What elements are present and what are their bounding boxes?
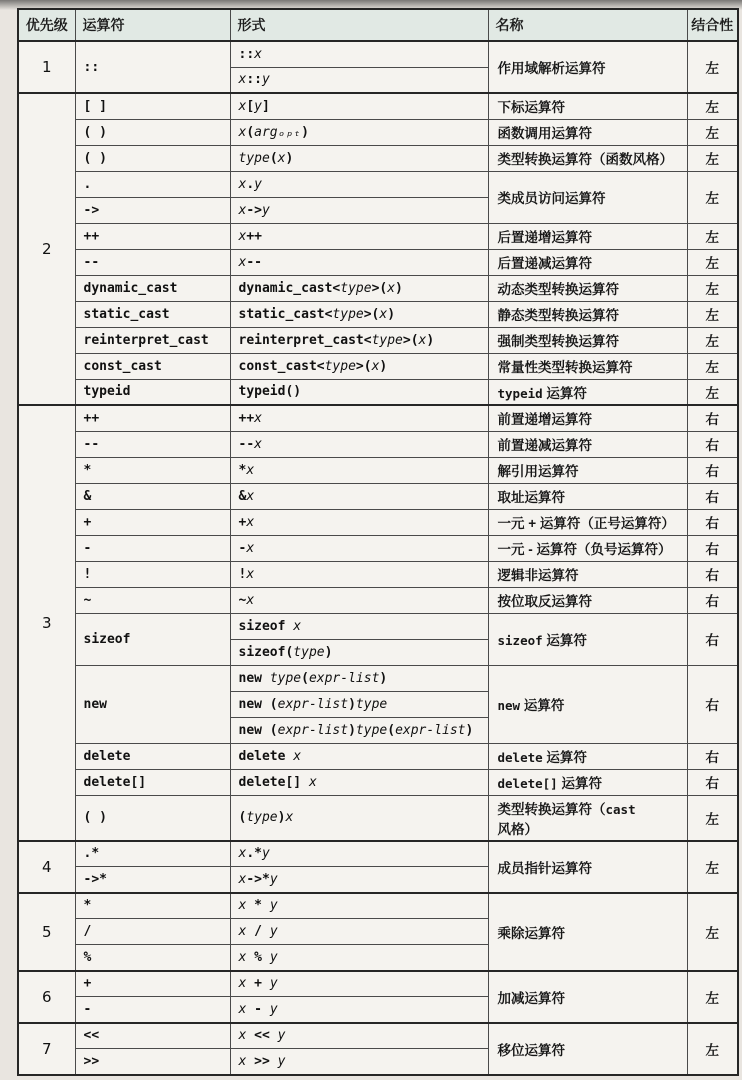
form-cell: x << y [230,1023,488,1049]
table-row [18,587,738,613]
form-variable: y [269,871,278,887]
name-code: typeid [497,385,543,401]
form-variable: x [246,592,255,608]
associativity-cell: 右 [687,613,738,665]
associativity-cell: 左 [687,301,738,327]
form-variable: argₒₚₜ [254,124,302,140]
form-variable: x [238,124,247,140]
form-variable: x [238,898,247,914]
priority-cell: 4 [18,841,75,893]
form-variable: x [238,254,247,270]
form-cell: x.*y [230,841,488,867]
name-cell: 静态类型转换运算符 [488,301,687,327]
form-variable: y [269,976,278,992]
form-variable: x [293,748,302,764]
form-variable: x [238,1053,247,1069]
operator-cell: const_cast [75,353,230,379]
associativity-cell: 右 [687,405,738,431]
name-cell: 取址运算符 [488,483,687,509]
form-variable: y [254,98,262,114]
table-row [18,327,738,353]
form-variable: type [293,644,325,660]
table-row [18,405,738,431]
operator-cell: -- [75,249,230,275]
operator-cell: ( ) [75,795,230,841]
form-variable: x [246,566,255,582]
associativity-cell: 右 [687,769,738,795]
associativity-cell: 左 [687,971,738,1023]
name-cell: 强制类型转换运算符 [488,327,687,353]
priority-cell: 2 [18,93,75,405]
associativity-cell: 左 [687,93,738,119]
priority-cell: 7 [18,1023,75,1075]
form-variable: type [332,306,364,322]
form-cell: ++x [230,405,488,431]
associativity-cell: 右 [687,561,738,587]
table-row [18,509,738,535]
form-variable: x [285,810,294,825]
form-cell: x >> y [230,1049,488,1075]
associativity-cell: 左 [687,1023,738,1075]
form-cell: (type)x [230,795,488,841]
header-row [18,9,738,41]
table-row [18,665,738,691]
form-cell: x * y [230,893,488,919]
operator-cell: % [75,945,230,971]
operator-cell: + [75,971,230,997]
form-variable: y [261,846,270,862]
associativity-cell: 右 [687,535,738,561]
form-variable: x [387,280,396,296]
form-variable: expr-list [277,722,349,738]
operator-cell: new [75,665,230,743]
form-cell: x.y [230,171,488,197]
table-row [18,119,738,145]
name-cell: 作用域解析运算符 [488,41,687,93]
form-cell: sizeof x [230,613,488,639]
name-cell: 一元 + 运算符（正号运算符） [488,509,687,535]
operator-cell: ( ) [75,119,230,145]
associativity-cell: 左 [687,171,738,223]
form-cell: *x [230,457,488,483]
form-cell: new (expr-list)type(expr-list) [230,717,488,743]
form-cell: x->y [230,197,488,223]
operator-cell: . [75,171,230,197]
form-variable: x [238,949,247,965]
form-cell: typeid() [230,379,488,405]
operator-cell: sizeof [75,613,230,665]
form-cell: x / y [230,919,488,945]
form-variable: x [238,1001,247,1017]
operator-cell: [ ] [75,93,230,119]
form-variable: y [269,1001,278,1017]
form-variable: x [238,976,247,992]
table-row [18,93,738,119]
operator-cell: ++ [75,405,230,431]
form-variable: y [269,949,278,965]
form-cell: x[y] [230,93,488,119]
table-row [18,561,738,587]
name-cell: 下标运算符 [488,93,687,119]
form-variable: x [238,72,247,88]
name-code: new [497,698,521,713]
form-variable: y [254,176,262,192]
name-cell: typeid 运算符 [488,379,687,405]
operator-cell: delete [75,743,230,769]
operator-cell: >> [75,1049,230,1075]
name-cell: sizeof 运算符 [488,613,687,665]
form-variable: x [254,436,262,452]
table-header [18,9,738,41]
table-row [18,769,738,795]
table-row [18,893,738,919]
form-variable: x [293,618,302,634]
table-row [18,1023,738,1049]
form-cell: new type(expr-list) [230,665,488,691]
associativity-cell: 右 [687,431,738,457]
associativity-cell: 左 [687,275,738,301]
name-cell: 按位取反运算符 [488,587,687,613]
table-row [18,145,738,171]
form-variable: x [371,358,380,374]
table-row [18,841,738,867]
associativity-cell: 右 [687,483,738,509]
form-variable: x [238,176,247,192]
form-variable: x [246,462,255,478]
associativity-cell: 左 [687,379,738,405]
name-cell: 前置递增运算符 [488,405,687,431]
operator-cell: * [75,893,230,919]
form-cell: -x [230,535,488,561]
table-row [18,795,738,841]
form-cell: x++ [230,223,488,249]
form-variable: y [277,1053,286,1069]
table-row [18,613,738,639]
operator-cell: << [75,1023,230,1049]
associativity-cell: 左 [687,841,738,893]
form-variable: x [418,332,427,348]
form-cell: x-- [230,249,488,275]
form-variable: x [238,924,247,939]
operator-cell: reinterpret_cast [75,327,230,353]
operator-cell: :: [75,41,230,93]
operator-cell: & [75,483,230,509]
name-cell: 常量性类型转换运算符 [488,353,687,379]
associativity-cell: 左 [687,353,738,379]
priority-cell: 3 [18,405,75,841]
form-cell: x::y [230,67,488,93]
table-row [18,431,738,457]
form-variable: expr-list [308,670,380,686]
operator-cell: -- [75,431,230,457]
name-cell: 前置递减运算符 [488,431,687,457]
form-cell: &x [230,483,488,509]
name-code: cast [605,801,636,817]
header-priority: 优先级 [18,9,75,41]
table-row [18,249,738,275]
form-variable: x [379,306,388,322]
associativity-cell: 右 [687,665,738,743]
table-row [18,275,738,301]
form-variable: y [277,1028,286,1044]
name-cell: delete[] 运算符 [488,769,687,795]
associativity-cell: 右 [687,587,738,613]
form-variable: x [238,202,247,218]
table-row [18,971,738,997]
header-associativity: 结合性 [687,9,738,41]
header-name: 名称 [488,9,687,41]
form-variable: type [340,280,372,296]
table-container [17,8,739,1069]
form-cell: x->*y [230,867,488,893]
form-variable: x [238,98,247,114]
operator-cell: - [75,535,230,561]
form-cell: +x [230,509,488,535]
form-variable: x [238,1028,247,1044]
operator-cell: delete[] [75,769,230,795]
priority-cell: 1 [18,41,75,93]
operator-cell: / [75,919,230,945]
associativity-cell: 左 [687,223,738,249]
form-cell: x + y [230,971,488,997]
table-row [18,223,738,249]
associativity-cell: 右 [687,743,738,769]
name-cell: 后置递增运算符 [488,223,687,249]
associativity-cell: 右 [687,457,738,483]
associativity-cell: 左 [687,249,738,275]
operator-precedence-table [17,8,739,1076]
name-cell: 移位运算符 [488,1023,687,1075]
form-cell: ~x [230,587,488,613]
form-variable: x [238,846,247,862]
form-cell: x(argₒₚₜ) [230,119,488,145]
form-cell: dynamic_cast<type>(x) [230,275,488,301]
operator-cell: * [75,457,230,483]
operator-cell: -> [75,197,230,223]
name-code: sizeof [497,633,543,648]
table-row [18,457,738,483]
name-cell: 类型转换运算符（cast 风格） [488,795,687,841]
operator-cell: ~ [75,587,230,613]
table-row [18,41,738,67]
operator-cell: static_cast [75,301,230,327]
name-cell: 类型转换运算符（函数风格） [488,145,687,171]
form-cell: const_cast<type>(x) [230,353,488,379]
form-cell: delete x [230,743,488,769]
associativity-cell: 左 [687,795,738,841]
table-row [18,535,738,561]
form-variable: type [324,358,356,374]
form-variable: y [261,202,270,218]
name-cell: delete 运算符 [488,743,687,769]
operator-cell: + [75,509,230,535]
form-variable: type [355,696,388,712]
form-cell: delete[] x [230,769,488,795]
name-cell: 逻辑非运算符 [488,561,687,587]
form-variable: x [238,228,247,244]
name-cell: new 运算符 [488,665,687,743]
form-cell: new (expr-list)type [230,691,488,717]
form-cell: ::x [230,41,488,67]
header-operator: 运算符 [75,9,230,41]
name-cell: 后置递减运算符 [488,249,687,275]
form-variable: type [371,332,403,348]
form-cell: x % y [230,945,488,971]
table-row [18,301,738,327]
form-variable: y [261,72,270,88]
name-cell: 类成员访问运算符 [488,171,687,223]
table-row [18,743,738,769]
form-variable: x [246,540,255,556]
name-cell: 成员指针运算符 [488,841,687,893]
form-variable: type [355,722,388,738]
table-body [18,41,738,1075]
name-cell: 一元 - 运算符（负号运算符） [488,535,687,561]
name-cell: 乘除运算符 [488,893,687,971]
operator-cell: ->* [75,867,230,893]
form-variable: x [254,46,262,62]
associativity-cell: 左 [687,145,738,171]
associativity-cell: 左 [687,41,738,93]
form-cell: reinterpret_cast<type>(x) [230,327,488,353]
form-variable: type [246,810,278,825]
table-row [18,171,738,197]
form-variable: type [238,150,270,166]
form-variable: x [246,514,255,530]
form-cell: --x [230,431,488,457]
associativity-cell: 右 [687,509,738,535]
operator-cell: typeid [75,379,230,405]
form-variable: y [269,898,278,914]
associativity-cell: 左 [687,327,738,353]
table-row [18,353,738,379]
form-variable: expr-list [395,722,466,738]
name-cell: 加减运算符 [488,971,687,1023]
form-variable: x [308,774,317,790]
priority-cell: 6 [18,971,75,1023]
header-form: 形式 [230,9,488,41]
form-cell: x - y [230,997,488,1023]
form-cell: !x [230,561,488,587]
priority-cell: 5 [18,893,75,971]
form-variable: x [238,871,247,887]
form-variable: x [246,488,255,504]
form-cell: type(x) [230,145,488,171]
operator-cell: ! [75,561,230,587]
associativity-cell: 左 [687,119,738,145]
operator-cell: ++ [75,223,230,249]
form-variable: type [269,670,302,686]
operator-cell: dynamic_cast [75,275,230,301]
associativity-cell: 左 [687,893,738,971]
table-row [18,379,738,405]
form-variable: expr-list [277,696,349,712]
operator-cell: .* [75,841,230,867]
name-cell: 解引用运算符 [488,457,687,483]
form-variable: y [269,924,278,939]
name-cell: 函数调用运算符 [488,119,687,145]
form-variable: x [277,150,286,166]
operator-cell: - [75,997,230,1023]
name-code: delete[] [497,776,558,791]
table-row [18,483,738,509]
form-cell: sizeof(type) [230,639,488,665]
name-code: delete [497,750,543,765]
name-cell: 动态类型转换运算符 [488,275,687,301]
form-variable: x [254,410,262,426]
operator-cell: ( ) [75,145,230,171]
form-cell: static_cast<type>(x) [230,301,488,327]
